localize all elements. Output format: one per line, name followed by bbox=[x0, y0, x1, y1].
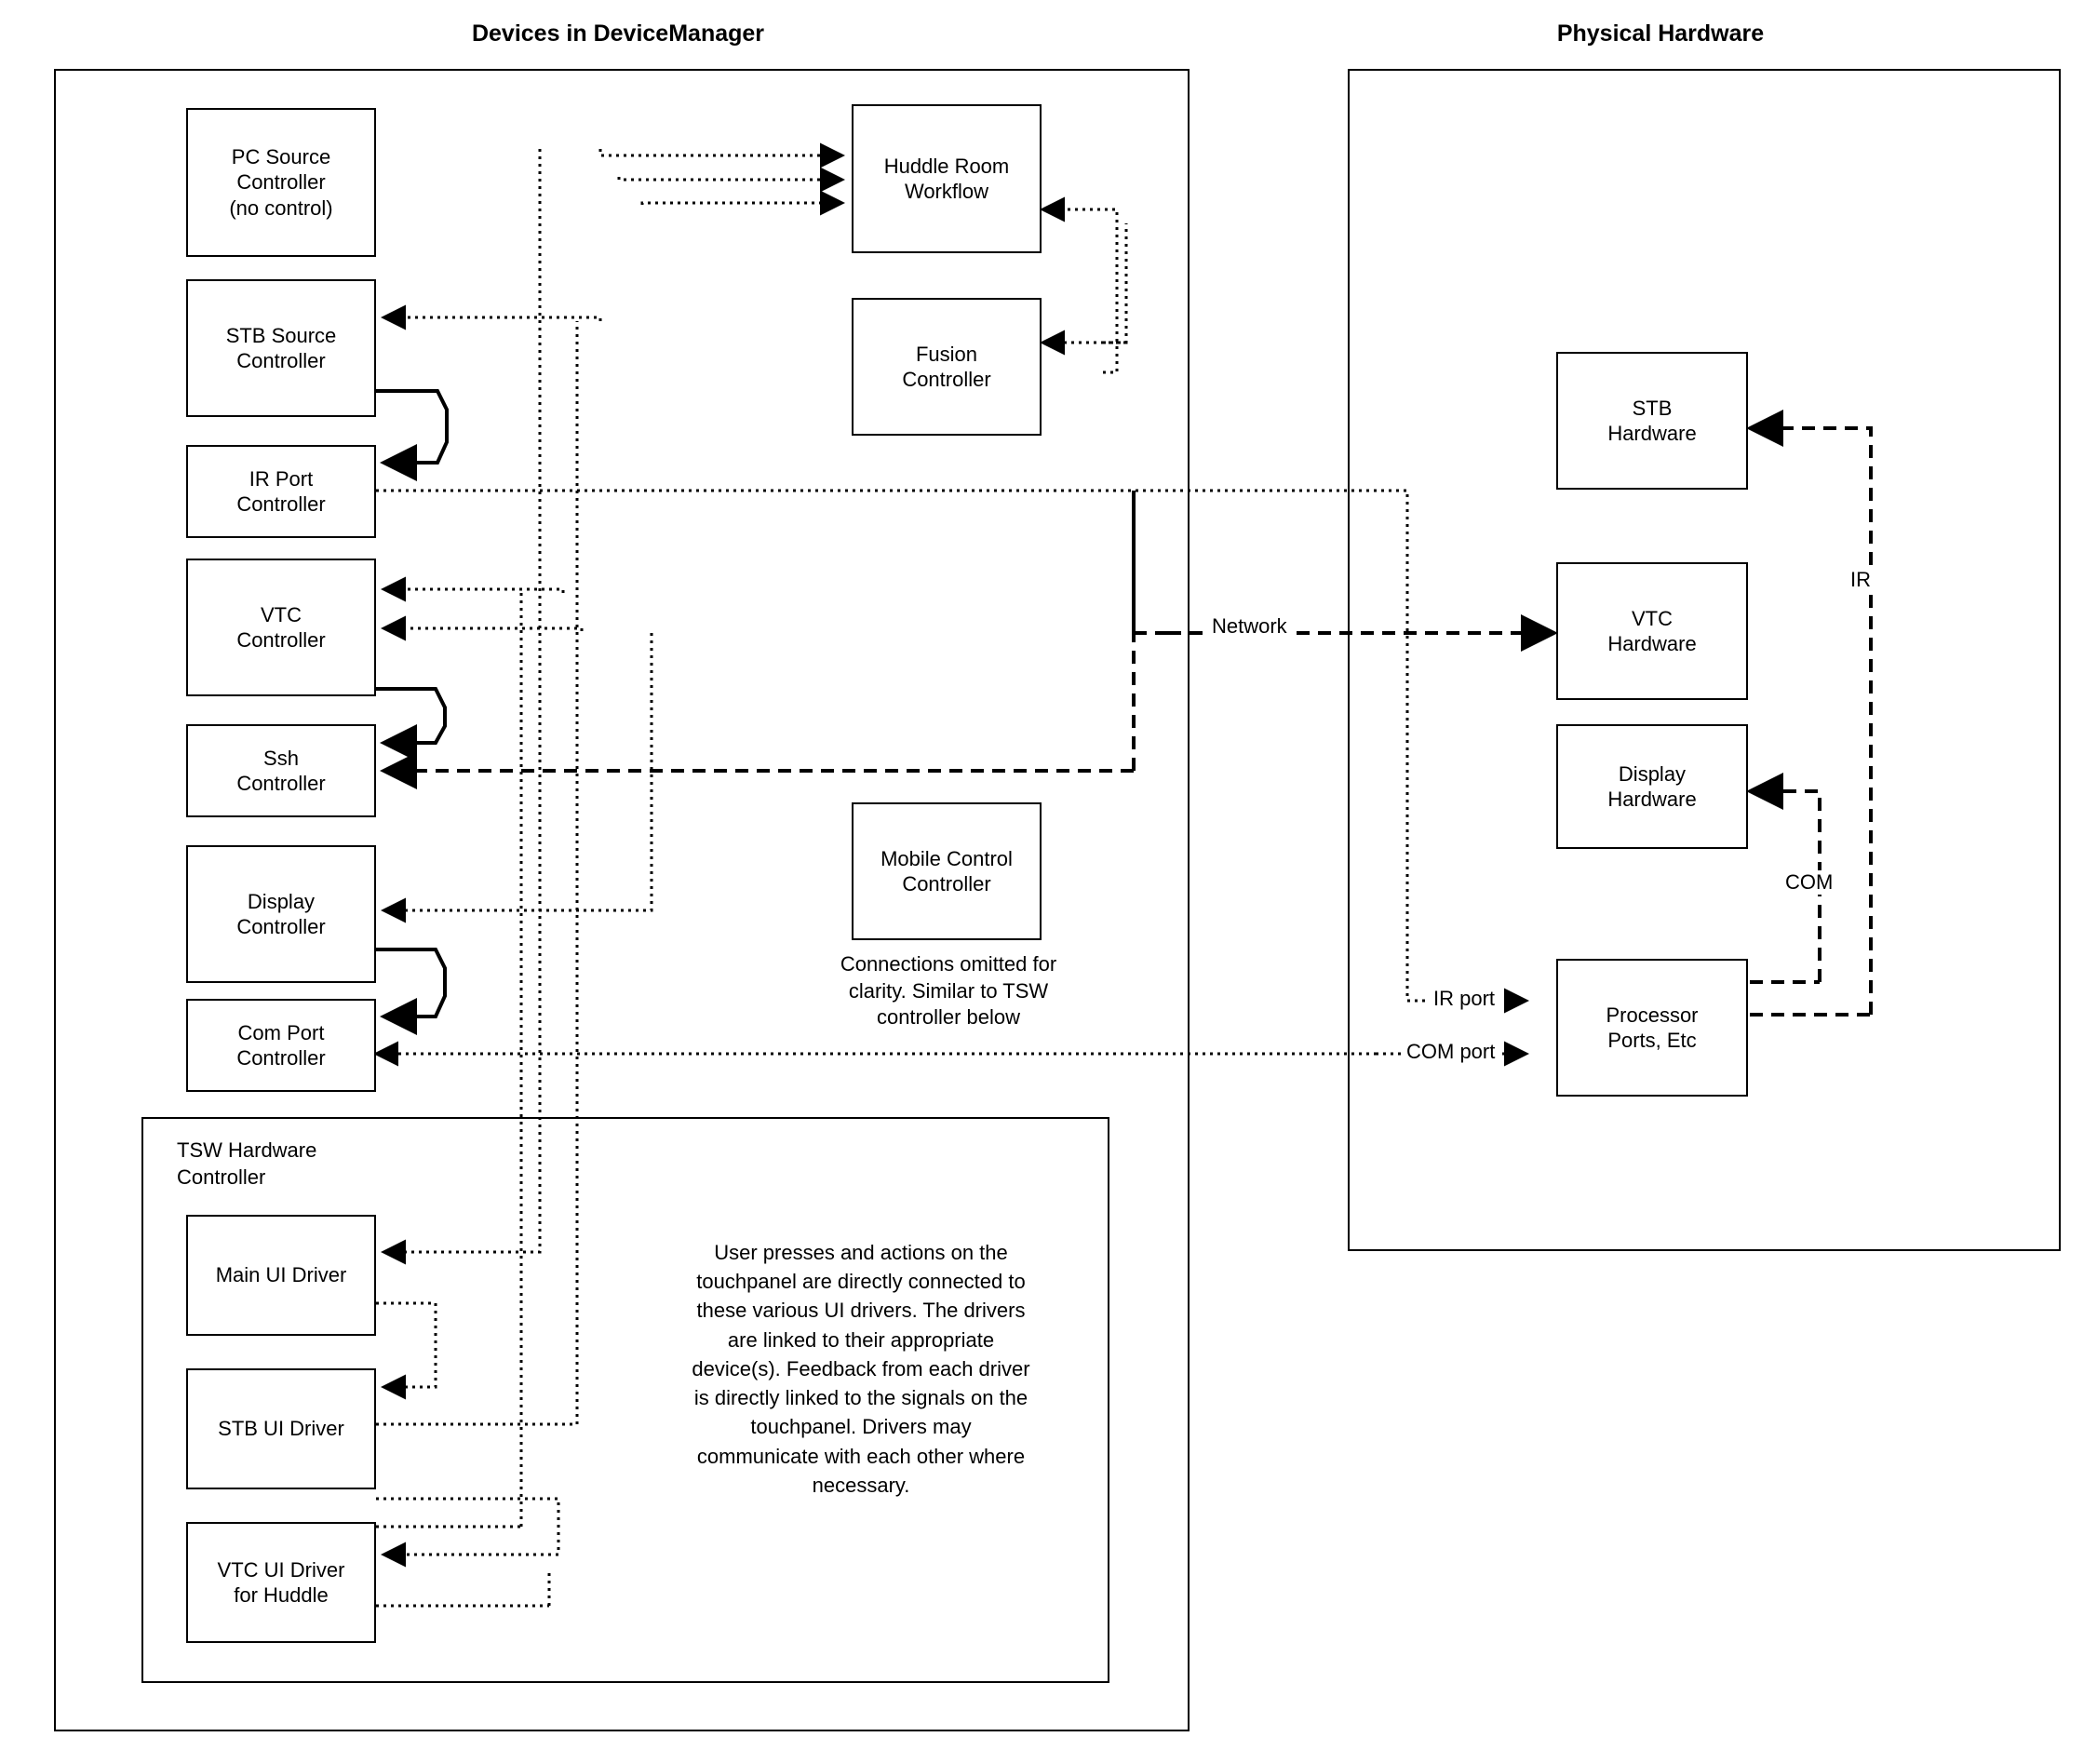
right-panel-title: Physical Hardware bbox=[1556, 20, 1765, 47]
node-main-ui-driver[interactable]: Main UI Driver bbox=[186, 1215, 376, 1336]
label-com-port: COM port bbox=[1401, 1040, 1500, 1064]
node-processor-ports[interactable]: Processor Ports, Etc bbox=[1556, 959, 1748, 1097]
node-pc-source-controller[interactable]: PC Source Controller (no control) bbox=[186, 108, 376, 257]
node-vtc-hardware[interactable]: VTC Hardware bbox=[1556, 562, 1748, 700]
node-display-hardware[interactable]: Display Hardware bbox=[1556, 724, 1748, 849]
node-stb-source-controller[interactable]: STB Source Controller bbox=[186, 279, 376, 417]
node-com-port-controller[interactable]: Com Port Controller bbox=[186, 999, 376, 1092]
label-ir-port: IR port bbox=[1428, 987, 1500, 1011]
node-ir-port-controller[interactable]: IR Port Controller bbox=[186, 445, 376, 538]
node-vtc-ui-driver-huddle[interactable]: VTC UI Driver for Huddle bbox=[186, 1522, 376, 1643]
label-com: COM bbox=[1780, 870, 1838, 895]
tsw-note: User presses and actions on the touchpanel are directly connected to these various UI drivers. The drivers are linked to their appropriate device(s). Feedback from each driver is directly linked to the signals on the touchpanel. Drivers may communicate with each other where necessary. bbox=[692, 1241, 1030, 1497]
tsw-group-label: TSW Hardware Controller bbox=[177, 1138, 317, 1189]
mobile-control-note: Connections omitted for clarity. Similar to TSW controller below bbox=[840, 952, 1057, 1030]
node-vtc-controller[interactable]: VTC Controller bbox=[186, 559, 376, 696]
label-ir: IR bbox=[1845, 568, 1876, 592]
node-mobile-control-controller[interactable]: Mobile Control Controller bbox=[852, 802, 1042, 940]
node-ssh-controller[interactable]: Ssh Controller bbox=[186, 724, 376, 817]
node-fusion-controller[interactable]: Fusion Controller bbox=[852, 298, 1042, 436]
label-network: Network bbox=[1206, 614, 1293, 639]
node-huddle-room-workflow[interactable]: Huddle Room Workflow bbox=[852, 104, 1042, 253]
node-stb-ui-driver[interactable]: STB UI Driver bbox=[186, 1368, 376, 1489]
left-panel-title: Devices in DeviceManager bbox=[471, 20, 765, 47]
node-stb-hardware[interactable]: STB Hardware bbox=[1556, 352, 1748, 490]
node-display-controller[interactable]: Display Controller bbox=[186, 845, 376, 983]
